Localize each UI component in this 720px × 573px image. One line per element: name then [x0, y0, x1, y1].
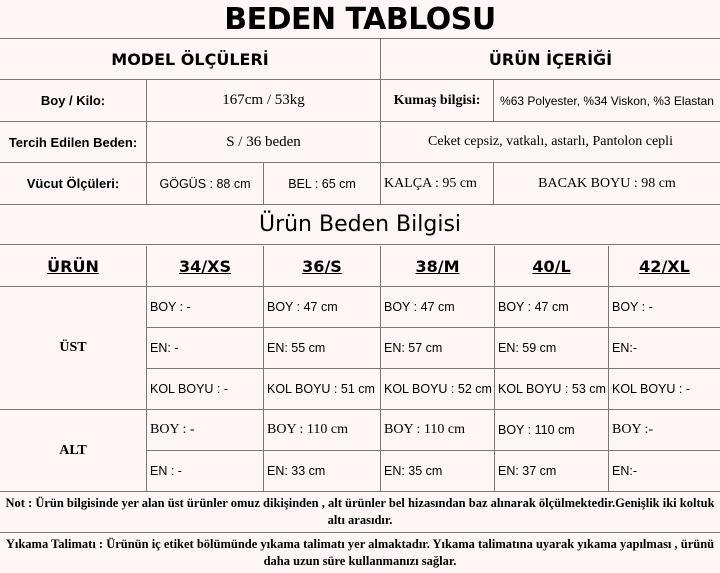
table-cell: EN:- — [609, 328, 720, 369]
table-cell: BOY : 47 cm — [264, 287, 381, 328]
size-header-34-xs: 34/XS — [147, 246, 264, 287]
table-cell: EN: 57 cm — [381, 328, 495, 369]
height-weight-label: Boy / Kilo: — [0, 80, 147, 122]
size-header-42-xl: 42/XL — [609, 246, 720, 287]
product-description: Ceket cepsiz, vatkalı, astarlı, Pantolon cepli — [381, 122, 720, 163]
table-cell: BOY : - — [609, 287, 720, 328]
table-cell: EN: 33 cm — [264, 451, 381, 492]
size-info-title: Ürün Beden Bilgisi — [0, 205, 720, 245]
table-cell: BOY :- — [609, 410, 720, 451]
table-cell: EN: 55 cm — [264, 328, 381, 369]
preferred-size-value: S / 36 beden — [147, 122, 381, 163]
chest-value: GÖGÜS : 88 cm — [147, 163, 264, 205]
table-cell: EN : - — [147, 451, 264, 492]
waist-value: BEL : 65 cm — [264, 163, 381, 205]
body-measurements-label: Vücut Ölçüleri: — [0, 163, 147, 205]
table-cell: KOL BOYU : 52 cm — [381, 369, 495, 410]
table-cell: BOY : 47 cm — [495, 287, 609, 328]
leg-length-value: BACAK BOYU : 98 cm — [494, 163, 720, 205]
table-cell: KOL BOYU : 53 cm — [495, 369, 609, 410]
measurement-note: Not : Ürün bilgisinde yer alan üst ürünler omuz dikişinden , alt ürünler bel hizasından baz alınarak ölçülmektedir.Genişlik iki koltuk altı arasıdır. — [0, 492, 720, 533]
table-cell: KOL BOYU : - — [609, 369, 720, 410]
size-header-38-m: 38/M — [381, 246, 495, 287]
table-cell: EN: - — [147, 328, 264, 369]
product-column-header: ÜRÜN — [0, 246, 147, 287]
product-content-header: ÜRÜN İÇERİĞİ — [381, 39, 720, 80]
page-title: BEDEN TABLOSU — [224, 2, 496, 37]
preferred-size-label: Tercih Edilen Beden: — [0, 122, 147, 163]
size-header-40-l: 40/L — [495, 246, 609, 287]
table-cell: KOL BOYU : - — [147, 369, 264, 410]
fabric-value: %63 Polyester, %34 Viskon, %3 Elastan — [494, 80, 720, 122]
top-garment-label: ÜST — [0, 287, 147, 410]
table-cell: BOY : 47 cm — [381, 287, 495, 328]
fabric-label: Kumaş bilgisi: — [381, 80, 494, 122]
height-weight-value: 167cm / 53kg — [147, 80, 381, 122]
table-cell: BOY : - — [147, 287, 264, 328]
table-cell: KOL BOYU : 51 cm — [264, 369, 381, 410]
size-header-36-s: 36/S — [264, 246, 381, 287]
washing-instructions: Yıkama Talimatı : Ürünün iç etiket bölümünde yıkama talimatı yer almaktadır. Yıkama talimatına uyarak yıkama yapılması , ürünü daha uzun süre kullanmanızı sağlar. — [5, 537, 715, 568]
table-cell: BOY : - — [147, 410, 264, 451]
table-cell: EN: 37 cm — [495, 451, 609, 492]
table-cell: EN: 35 cm — [381, 451, 495, 492]
table-cell: BOY : 110 cm — [264, 410, 381, 451]
table-cell: BOY : 110 cm — [495, 410, 609, 451]
table-cell: EN:- — [609, 451, 720, 492]
table-cell: BOY : 110 cm — [381, 410, 495, 451]
hip-value: KALÇA : 95 cm — [381, 163, 494, 205]
model-measurements-header: MODEL ÖLÇÜLERİ — [0, 39, 381, 80]
bottom-garment-label: ALT — [0, 410, 147, 492]
table-cell: EN: 59 cm — [495, 328, 609, 369]
